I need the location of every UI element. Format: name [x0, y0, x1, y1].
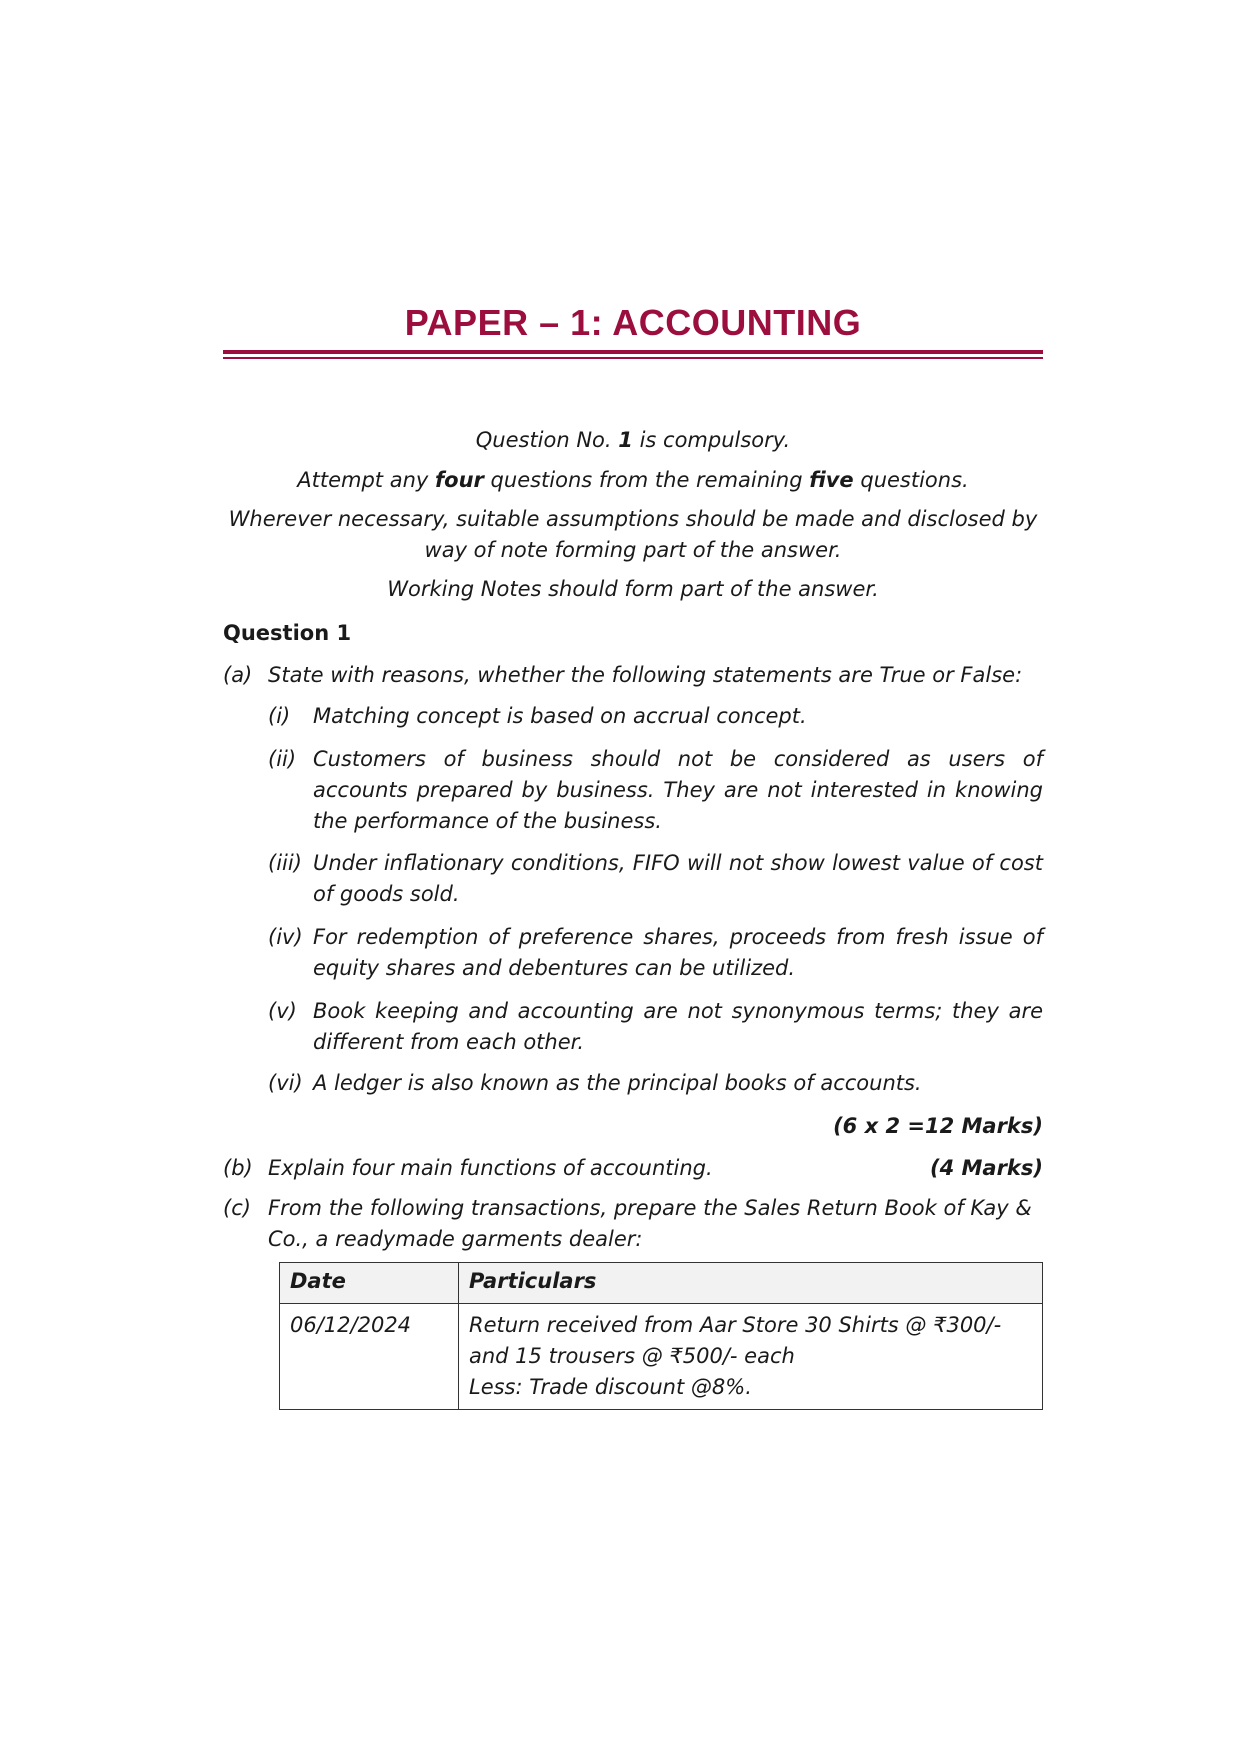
- item-label: (vi): [268, 1071, 303, 1095]
- part-c-text: From the following transactions, prepare the Sales Return Book of Kay & Co., a readymade garments dealer:: [268, 1196, 1032, 1251]
- instruction-text: Attempt any: [297, 468, 435, 492]
- instruction-attempt: [223, 465, 1043, 496]
- particulars-note: Less: Trade discount @8%.: [469, 1375, 752, 1399]
- statement-item: For redemption of preference shares, proceeds from fresh issue of equity shares and debentures can be utilized.: [313, 925, 1043, 980]
- part-b-text: Explain four main functions of accounting.: [268, 1156, 713, 1180]
- instruction-emphasis: 1: [618, 428, 633, 452]
- part-a-label: (a): [223, 663, 253, 687]
- page-title: PAPER – 1: ACCOUNTING: [404, 302, 862, 343]
- cell-particulars: [459, 1304, 1043, 1410]
- instruction-text: is compulsory.: [632, 428, 791, 452]
- instruction-text: Question No.: [475, 428, 619, 452]
- statement-item: Customers of business should not be considered as users of accounts prepared by business. They are not interested in knowing the performance of the business.: [313, 747, 1043, 833]
- item-label: (v): [268, 999, 297, 1023]
- item-label: (ii): [268, 747, 297, 771]
- statement-item: Book keeping and accounting are not synonymous terms; they are different from each other.: [313, 999, 1043, 1054]
- statement-item: A ledger is also known as the principal books of accounts.: [313, 1071, 922, 1095]
- instruction-compulsory: [223, 425, 1043, 456]
- particulars-text: Return received from Aar Store 30 Shirts @ ₹300/- and 15 trousers @ ₹500/- each: [469, 1313, 1002, 1368]
- part-b-marks: (4 Marks): [929, 1156, 1043, 1180]
- part-a-text: State with reasons, whether the following statements are True or False:: [268, 663, 1023, 687]
- instruction-assumptions: Wherever necessary, suitable assumptions should be made and disclosed by way of note forming part of the answer.: [228, 507, 1038, 562]
- item-label: (i): [268, 704, 291, 728]
- table-header-row: [280, 1263, 1043, 1304]
- column-header-date: Date: [280, 1263, 459, 1304]
- title-underline-thick: [223, 350, 1043, 354]
- statement-item: Matching concept is based on accrual concept.: [313, 704, 807, 728]
- part-c-label: (c): [223, 1196, 251, 1220]
- table-row: [280, 1304, 1043, 1410]
- instruction-working-notes: Working Notes should form part of the answer.: [387, 577, 879, 601]
- item-label: (iv): [268, 925, 303, 949]
- item-label: (iii): [268, 851, 302, 875]
- column-header-particulars: Particulars: [459, 1263, 1043, 1304]
- title-underline-thin: [223, 357, 1043, 359]
- instruction-text: questions from the remaining: [483, 468, 810, 492]
- statement-item: Under inflationary conditions, FIFO will not show lowest value of cost of goods sold.: [313, 851, 1043, 906]
- cell-date: 06/12/2024: [280, 1304, 459, 1410]
- instruction-text: questions.: [853, 468, 969, 492]
- instruction-emphasis: five: [809, 468, 854, 492]
- transactions-table: [279, 1262, 1043, 1410]
- part-b-label: (b): [223, 1156, 253, 1180]
- question-heading: Question 1: [223, 621, 352, 645]
- instruction-emphasis: four: [435, 468, 484, 492]
- part-a-marks: (6 x 2 =12 Marks): [833, 1114, 1043, 1138]
